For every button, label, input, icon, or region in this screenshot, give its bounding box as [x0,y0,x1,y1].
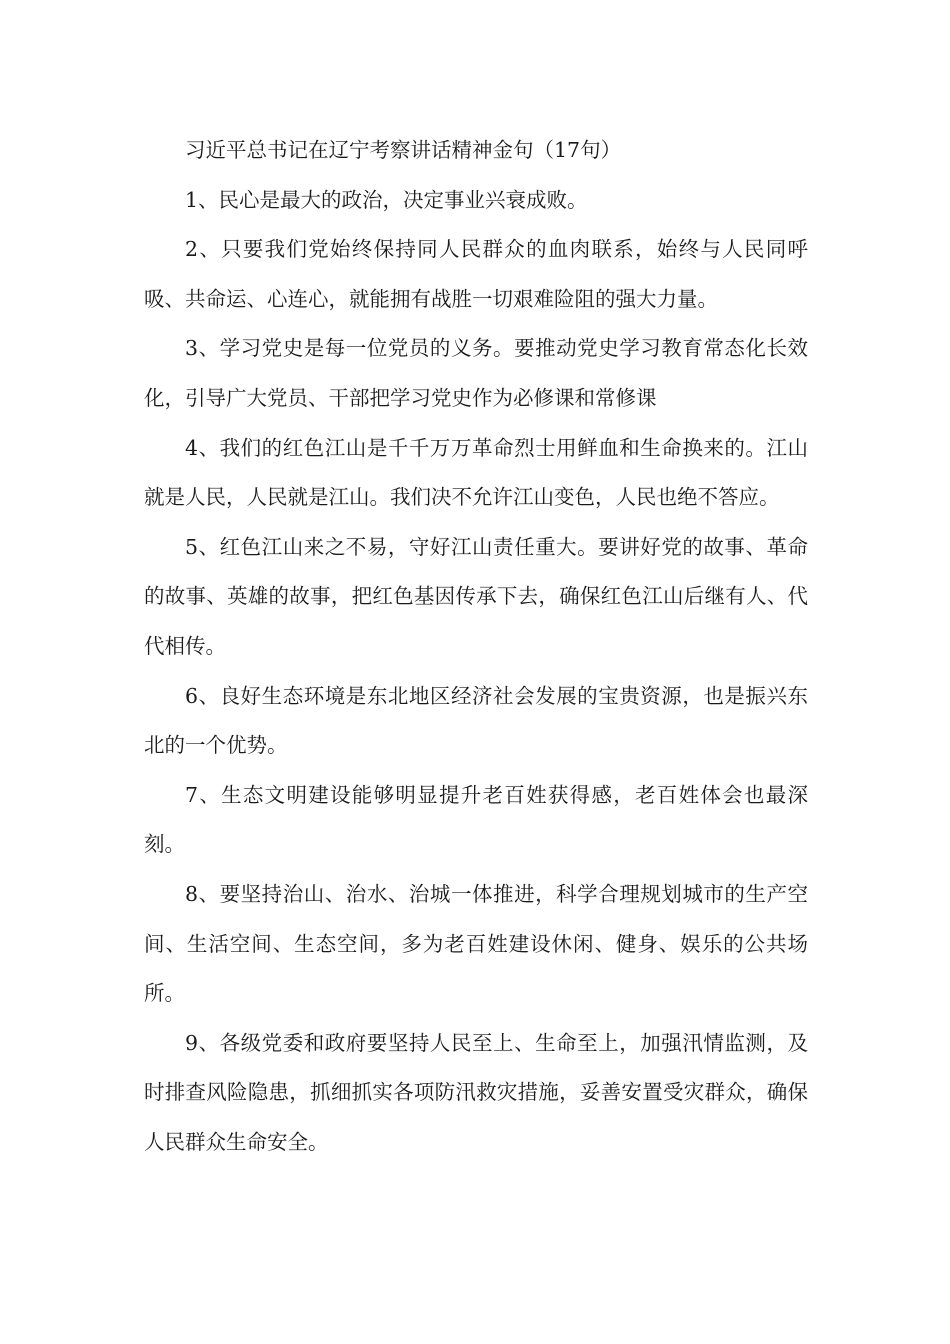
paragraph-4: 4、我们的红色江山是千千万万革命烈士用鲜血和生命换来的。江山就是人民，人民就是江山。我们决不允许江山变色，人民也绝不答应。 [144,435,808,510]
paragraph-2: 2、只要我们党始终保持同人民群众的血肉联系，始终与人民同呼吸、共命运、心连心，就能拥有战胜一切艰难险阻的强大力量。 [144,237,808,311]
document-title: 习近平总书记在辽宁考察讲话精神金句（17句） [185,138,622,162]
paragraph-8: 8、要坚持治山、治水、治城一体推进，科学合理规划城市的生产空间、生活空间、生态空间，多为老百姓建设休闲、健身、娱乐的公共场所。 [144,881,808,1006]
paragraph-1: 1、民心是最大的政治，决定事业兴衰成败。 [185,187,588,212]
paragraph-7: 7、生态文明建设能够明显提升老百姓获得感，老百姓体会也最深刻。 [144,782,808,857]
paragraph-6: 6、良好生态环境是东北地区经济社会发展的宝贵资源，也是振兴东北的一个优势。 [144,683,808,758]
paragraph-5: 5、红色江山来之不易，守好江山责任重大。要讲好党的故事、革命的故事、英雄的故事，把红色基因传承下去，确保红色江山后继有人、代代相传。 [144,534,808,658]
paragraph-3: 3、学习党史是每一位党员的义务。要推动党史学习教育常态化长效化，引导广大党员、干部把学习党史作为必修课和常修课 [144,336,808,410]
paragraph-9: 9、各级党委和政府要坚持人民至上、生命至上，加强汛情监测，及时排查风险隐患，抓细抓实各项防汛救灾措施，妥善安置受灾群众，确保人民群众生命安全。 [144,1030,808,1154]
document-page [144,126,808,1167]
